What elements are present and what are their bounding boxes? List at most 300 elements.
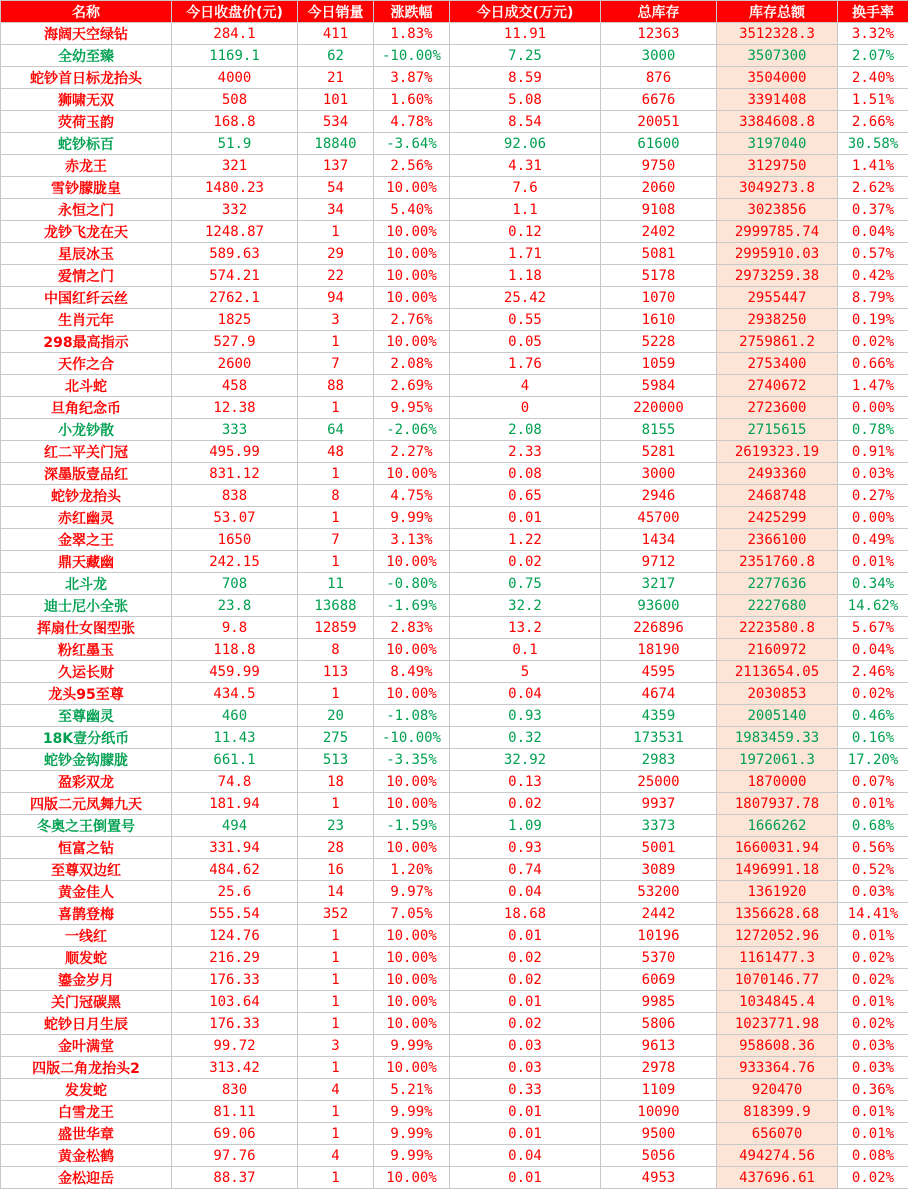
- turnover-cell: 0.03: [450, 1057, 601, 1079]
- total-cell: 3391408: [717, 89, 838, 111]
- inventory-cell: 5370: [601, 947, 717, 969]
- turnover-cell: 1.71: [450, 243, 601, 265]
- price-cell: 97.76: [172, 1145, 298, 1167]
- table-row: [1, 111, 908, 133]
- total-cell: 2366100: [717, 529, 838, 551]
- turnover-cell: 0.93: [450, 705, 601, 727]
- change-cell: 10.00%: [374, 639, 450, 661]
- volume-cell: 3: [298, 1035, 374, 1057]
- table-row: [1, 815, 908, 837]
- name-cell: 海阔天空绿钻: [1, 23, 172, 45]
- volume-cell: 48: [298, 441, 374, 463]
- total-cell: 2005140: [717, 705, 838, 727]
- volume-cell: 14: [298, 881, 374, 903]
- inventory-cell: 1109: [601, 1079, 717, 1101]
- table-row: [1, 1079, 908, 1101]
- rate-cell: 0.46%: [838, 705, 908, 727]
- inventory-cell: 1434: [601, 529, 717, 551]
- price-cell: 434.5: [172, 683, 298, 705]
- table-row: [1, 155, 908, 177]
- volume-cell: 12859: [298, 617, 374, 639]
- volume-cell: 11: [298, 573, 374, 595]
- inventory-cell: 4359: [601, 705, 717, 727]
- change-cell: 10.00%: [374, 969, 450, 991]
- inventory-cell: 4953: [601, 1167, 717, 1189]
- price-cell: 69.06: [172, 1123, 298, 1145]
- rate-cell: 0.02%: [838, 1013, 908, 1035]
- price-cell: 830: [172, 1079, 298, 1101]
- header-change[interactable]: 涨跌幅: [374, 1, 450, 23]
- volume-cell: 22: [298, 265, 374, 287]
- rate-cell: 8.79%: [838, 287, 908, 309]
- volume-cell: 4: [298, 1145, 374, 1167]
- inventory-cell: 2978: [601, 1057, 717, 1079]
- name-cell: 挥扇仕女图型张: [1, 617, 172, 639]
- inventory-cell: 9712: [601, 551, 717, 573]
- rate-cell: 0.08%: [838, 1145, 908, 1167]
- price-cell: 2600: [172, 353, 298, 375]
- volume-cell: 1: [298, 947, 374, 969]
- name-cell: 金松迎岳: [1, 1167, 172, 1189]
- table-row: [1, 793, 908, 815]
- volume-cell: 20: [298, 705, 374, 727]
- inventory-cell: 9613: [601, 1035, 717, 1057]
- price-cell: 12.38: [172, 397, 298, 419]
- rate-cell: 0.16%: [838, 727, 908, 749]
- price-cell: 331.94: [172, 837, 298, 859]
- total-cell: 2995910.03: [717, 243, 838, 265]
- volume-cell: 352: [298, 903, 374, 925]
- rate-cell: 3.32%: [838, 23, 908, 45]
- inventory-cell: 5984: [601, 375, 717, 397]
- name-cell: 至尊幽灵: [1, 705, 172, 727]
- name-cell: 中国红纤云丝: [1, 287, 172, 309]
- change-cell: 10.00%: [374, 463, 450, 485]
- turnover-cell: 0.01: [450, 1101, 601, 1123]
- name-cell: 关门冠碳黑: [1, 991, 172, 1013]
- change-cell: -3.35%: [374, 749, 450, 771]
- total-cell: 1070146.77: [717, 969, 838, 991]
- turnover-cell: 0.32: [450, 727, 601, 749]
- change-cell: 10.00%: [374, 771, 450, 793]
- inventory-cell: 4674: [601, 683, 717, 705]
- change-cell: 9.99%: [374, 1145, 450, 1167]
- turnover-cell: 0.01: [450, 1123, 601, 1145]
- price-cell: 9.8: [172, 617, 298, 639]
- table-row: [1, 177, 908, 199]
- price-cell: 838: [172, 485, 298, 507]
- rate-cell: 0.01%: [838, 991, 908, 1013]
- change-cell: 10.00%: [374, 243, 450, 265]
- table-row: [1, 45, 908, 67]
- table-row: [1, 353, 908, 375]
- turnover-cell: 1.18: [450, 265, 601, 287]
- change-cell: 10.00%: [374, 925, 450, 947]
- table-body: [1, 23, 908, 1189]
- rate-cell: 0.01%: [838, 793, 908, 815]
- change-cell: 9.99%: [374, 1123, 450, 1145]
- name-cell: 金叶满堂: [1, 1035, 172, 1057]
- change-cell: -1.59%: [374, 815, 450, 837]
- change-cell: 2.69%: [374, 375, 450, 397]
- change-cell: -3.64%: [374, 133, 450, 155]
- name-cell: 盛世华章: [1, 1123, 172, 1145]
- price-cell: 555.54: [172, 903, 298, 925]
- rate-cell: 0.91%: [838, 441, 908, 463]
- header-sales-volume[interactable]: 今日销量: [298, 1, 374, 23]
- rate-cell: 1.41%: [838, 155, 908, 177]
- name-cell: 发发蛇: [1, 1079, 172, 1101]
- inventory-cell: 1070: [601, 287, 717, 309]
- table-row: [1, 749, 908, 771]
- rate-cell: 0.02%: [838, 969, 908, 991]
- header-name[interactable]: 名称: [1, 1, 172, 23]
- table-row: [1, 331, 908, 353]
- name-cell: 全幼至臻: [1, 45, 172, 67]
- header-inventory[interactable]: 总库存: [601, 1, 717, 23]
- header-close-price[interactable]: 今日收盘价(元): [172, 1, 298, 23]
- turnover-cell: 0.55: [450, 309, 601, 331]
- price-cell: 23.8: [172, 595, 298, 617]
- name-cell: 蛇钞龙抬头: [1, 485, 172, 507]
- price-cell: 53.07: [172, 507, 298, 529]
- header-turnover[interactable]: 今日成交(万元): [450, 1, 601, 23]
- name-cell: 喜鹊登梅: [1, 903, 172, 925]
- table-row: [1, 309, 908, 331]
- volume-cell: 1: [298, 551, 374, 573]
- turnover-cell: 0.04: [450, 881, 601, 903]
- rate-cell: 30.58%: [838, 133, 908, 155]
- total-cell: 1983459.33: [717, 727, 838, 749]
- change-cell: 2.83%: [374, 617, 450, 639]
- rate-cell: 0.36%: [838, 1079, 908, 1101]
- volume-cell: 64: [298, 419, 374, 441]
- total-cell: 2160972: [717, 639, 838, 661]
- table-row: [1, 529, 908, 551]
- total-cell: 3129750: [717, 155, 838, 177]
- price-cell: 88.37: [172, 1167, 298, 1189]
- table-row: [1, 133, 908, 155]
- table-row: [1, 573, 908, 595]
- turnover-cell: 25.42: [450, 287, 601, 309]
- volume-cell: 113: [298, 661, 374, 683]
- name-cell: 北斗蛇: [1, 375, 172, 397]
- change-cell: -2.06%: [374, 419, 450, 441]
- total-cell: 2619323.19: [717, 441, 838, 463]
- name-cell: 红二平关门冠: [1, 441, 172, 463]
- price-cell: 118.8: [172, 639, 298, 661]
- turnover-cell: 0.33: [450, 1079, 601, 1101]
- table-row: [1, 551, 908, 573]
- name-cell: 冬奥之王倒置号: [1, 815, 172, 837]
- volume-cell: 1: [298, 925, 374, 947]
- name-cell: 鎏金岁月: [1, 969, 172, 991]
- rate-cell: 0.34%: [838, 573, 908, 595]
- name-cell: 蛇钞日月生辰: [1, 1013, 172, 1035]
- total-cell: 2715615: [717, 419, 838, 441]
- change-cell: 10.00%: [374, 287, 450, 309]
- turnover-cell: 0.75: [450, 573, 601, 595]
- rate-cell: 0.02%: [838, 947, 908, 969]
- inventory-cell: 45700: [601, 507, 717, 529]
- rate-cell: 0.56%: [838, 837, 908, 859]
- turnover-cell: 2.08: [450, 419, 601, 441]
- inventory-cell: 5806: [601, 1013, 717, 1035]
- price-cell: 1825: [172, 309, 298, 331]
- total-cell: 2113654.05: [717, 661, 838, 683]
- inventory-cell: 18190: [601, 639, 717, 661]
- inventory-cell: 2060: [601, 177, 717, 199]
- change-cell: 5.21%: [374, 1079, 450, 1101]
- inventory-cell: 2442: [601, 903, 717, 925]
- inventory-cell: 220000: [601, 397, 717, 419]
- rate-cell: 14.41%: [838, 903, 908, 925]
- price-cell: 216.29: [172, 947, 298, 969]
- name-cell: 爱情之门: [1, 265, 172, 287]
- change-cell: 10.00%: [374, 1057, 450, 1079]
- turnover-cell: 0.02: [450, 793, 601, 815]
- turnover-cell: 32.92: [450, 749, 601, 771]
- volume-cell: 54: [298, 177, 374, 199]
- total-cell: 933364.76: [717, 1057, 838, 1079]
- name-cell: 白雪龙王: [1, 1101, 172, 1123]
- turnover-cell: 4: [450, 375, 601, 397]
- price-cell: 51.9: [172, 133, 298, 155]
- rate-cell: 0.00%: [838, 507, 908, 529]
- inventory-cell: 173531: [601, 727, 717, 749]
- price-cell: 181.94: [172, 793, 298, 815]
- volume-cell: 1: [298, 991, 374, 1013]
- price-cell: 459.99: [172, 661, 298, 683]
- turnover-cell: 0.03: [450, 1035, 601, 1057]
- volume-cell: 1: [298, 397, 374, 419]
- volume-cell: 8: [298, 485, 374, 507]
- price-cell: 124.76: [172, 925, 298, 947]
- volume-cell: 23: [298, 815, 374, 837]
- table-row: [1, 903, 908, 925]
- rate-cell: 0.19%: [838, 309, 908, 331]
- turnover-cell: 0.01: [450, 991, 601, 1013]
- price-cell: 321: [172, 155, 298, 177]
- total-cell: 3504000: [717, 67, 838, 89]
- total-cell: 2753400: [717, 353, 838, 375]
- name-cell: 龙钞飞龙在天: [1, 221, 172, 243]
- change-cell: 9.99%: [374, 1035, 450, 1057]
- turnover-cell: 13.2: [450, 617, 601, 639]
- total-cell: 1361920: [717, 881, 838, 903]
- change-cell: 10.00%: [374, 991, 450, 1013]
- price-cell: 1480.23: [172, 177, 298, 199]
- table-row: [1, 419, 908, 441]
- change-cell: 2.76%: [374, 309, 450, 331]
- rate-cell: 2.46%: [838, 661, 908, 683]
- change-cell: -0.80%: [374, 573, 450, 595]
- total-cell: 1666262: [717, 815, 838, 837]
- name-cell: 四版二元凤舞九天: [1, 793, 172, 815]
- volume-cell: 16: [298, 859, 374, 881]
- total-cell: 2227680: [717, 595, 838, 617]
- total-cell: 2999785.74: [717, 221, 838, 243]
- inventory-cell: 2983: [601, 749, 717, 771]
- total-cell: 494274.56: [717, 1145, 838, 1167]
- inventory-cell: 10196: [601, 925, 717, 947]
- table-row: [1, 287, 908, 309]
- total-cell: 1972061.3: [717, 749, 838, 771]
- table-row: [1, 463, 908, 485]
- change-cell: 2.27%: [374, 441, 450, 463]
- total-cell: 3197040: [717, 133, 838, 155]
- table-row: [1, 859, 908, 881]
- volume-cell: 1: [298, 683, 374, 705]
- table-row: [1, 507, 908, 529]
- table-row: [1, 265, 908, 287]
- volume-cell: 137: [298, 155, 374, 177]
- turnover-cell: 0.04: [450, 1145, 601, 1167]
- price-cell: 458: [172, 375, 298, 397]
- total-cell: 1660031.94: [717, 837, 838, 859]
- turnover-cell: 8.54: [450, 111, 601, 133]
- rate-cell: 2.62%: [838, 177, 908, 199]
- price-cell: 508: [172, 89, 298, 111]
- rate-cell: 0.02%: [838, 331, 908, 353]
- price-cell: 708: [172, 573, 298, 595]
- price-cell: 168.8: [172, 111, 298, 133]
- change-cell: 1.20%: [374, 859, 450, 881]
- volume-cell: 4: [298, 1079, 374, 1101]
- change-cell: 10.00%: [374, 947, 450, 969]
- volume-cell: 1: [298, 507, 374, 529]
- table-row: [1, 1145, 908, 1167]
- turnover-cell: 7.25: [450, 45, 601, 67]
- change-cell: 9.99%: [374, 507, 450, 529]
- inventory-cell: 5001: [601, 837, 717, 859]
- turnover-cell: 1.22: [450, 529, 601, 551]
- total-cell: 2493360: [717, 463, 838, 485]
- rate-cell: 2.40%: [838, 67, 908, 89]
- volume-cell: 1: [298, 969, 374, 991]
- header-turnover-rate[interactable]: 换手率: [838, 1, 908, 23]
- name-cell: 深墨版壹品红: [1, 463, 172, 485]
- volume-cell: 34: [298, 199, 374, 221]
- rate-cell: 0.07%: [838, 771, 908, 793]
- price-cell: 1248.87: [172, 221, 298, 243]
- volume-cell: 1: [298, 221, 374, 243]
- turnover-cell: 0.74: [450, 859, 601, 881]
- rate-cell: 0.03%: [838, 1057, 908, 1079]
- volume-cell: 1: [298, 463, 374, 485]
- price-cell: 74.8: [172, 771, 298, 793]
- turnover-cell: 0.02: [450, 1013, 601, 1035]
- rate-cell: 0.03%: [838, 463, 908, 485]
- name-cell: 黄金松鹤: [1, 1145, 172, 1167]
- price-cell: 284.1: [172, 23, 298, 45]
- price-cell: 81.11: [172, 1101, 298, 1123]
- table-row: [1, 243, 908, 265]
- price-cell: 25.6: [172, 881, 298, 903]
- price-cell: 460: [172, 705, 298, 727]
- rate-cell: 0.01%: [838, 925, 908, 947]
- name-cell: 久运长财: [1, 661, 172, 683]
- total-cell: 1870000: [717, 771, 838, 793]
- rate-cell: 5.67%: [838, 617, 908, 639]
- volume-cell: 8: [298, 639, 374, 661]
- volume-cell: 101: [298, 89, 374, 111]
- change-cell: -10.00%: [374, 727, 450, 749]
- inventory-cell: 6069: [601, 969, 717, 991]
- volume-cell: 18: [298, 771, 374, 793]
- turnover-cell: 8.59: [450, 67, 601, 89]
- table-row: [1, 881, 908, 903]
- name-cell: 小龙钞散: [1, 419, 172, 441]
- inventory-cell: 1610: [601, 309, 717, 331]
- turnover-cell: 11.91: [450, 23, 601, 45]
- volume-cell: 275: [298, 727, 374, 749]
- total-cell: 2030853: [717, 683, 838, 705]
- table-row: [1, 1013, 908, 1035]
- header-inventory-value[interactable]: 库存总额: [717, 1, 838, 23]
- total-cell: 2759861.2: [717, 331, 838, 353]
- price-cell: 99.72: [172, 1035, 298, 1057]
- rate-cell: 0.37%: [838, 199, 908, 221]
- table-row: [1, 441, 908, 463]
- turnover-cell: 0.08: [450, 463, 601, 485]
- name-cell: 天作之合: [1, 353, 172, 375]
- table-row: [1, 947, 908, 969]
- change-cell: -10.00%: [374, 45, 450, 67]
- change-cell: -1.08%: [374, 705, 450, 727]
- total-cell: 3507300: [717, 45, 838, 67]
- total-cell: 2468748: [717, 485, 838, 507]
- total-cell: 1023771.98: [717, 1013, 838, 1035]
- change-cell: 10.00%: [374, 793, 450, 815]
- inventory-cell: 20051: [601, 111, 717, 133]
- price-cell: 494: [172, 815, 298, 837]
- turnover-cell: 0.04: [450, 683, 601, 705]
- rate-cell: 0.57%: [838, 243, 908, 265]
- table-row: [1, 1123, 908, 1145]
- price-cell: 11.43: [172, 727, 298, 749]
- inventory-cell: 9108: [601, 199, 717, 221]
- name-cell: 荧荷玉韵: [1, 111, 172, 133]
- table-row: [1, 925, 908, 947]
- total-cell: 3023856: [717, 199, 838, 221]
- table-row: [1, 1057, 908, 1079]
- name-cell: 迪士尼小全张: [1, 595, 172, 617]
- rate-cell: 0.27%: [838, 485, 908, 507]
- name-cell: 黄金佳人: [1, 881, 172, 903]
- total-cell: 2955447: [717, 287, 838, 309]
- name-cell: 北斗龙: [1, 573, 172, 595]
- name-cell: 18K壹分纸币: [1, 727, 172, 749]
- price-cell: 2762.1: [172, 287, 298, 309]
- turnover-cell: 1.09: [450, 815, 601, 837]
- table-row: [1, 1167, 908, 1189]
- turnover-cell: 32.2: [450, 595, 601, 617]
- rate-cell: 1.51%: [838, 89, 908, 111]
- change-cell: 10.00%: [374, 1167, 450, 1189]
- turnover-cell: 0.65: [450, 485, 601, 507]
- change-cell: 10.00%: [374, 683, 450, 705]
- turnover-cell: 7.6: [450, 177, 601, 199]
- total-cell: 2223580.8: [717, 617, 838, 639]
- turnover-cell: 0.12: [450, 221, 601, 243]
- volume-cell: 3: [298, 309, 374, 331]
- name-cell: 四版二角龙抬头2: [1, 1057, 172, 1079]
- table-row: [1, 485, 908, 507]
- price-cell: 103.64: [172, 991, 298, 1013]
- volume-cell: 7: [298, 353, 374, 375]
- inventory-cell: 3089: [601, 859, 717, 881]
